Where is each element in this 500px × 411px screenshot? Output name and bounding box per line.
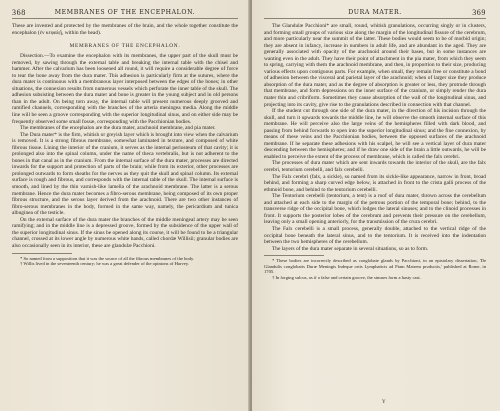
paragraph: On the external surface of the dura mater the branches of the middle meningeal artery may be seen ramifying; and in the middle line is a depressed groove, formed by the subsidence of the upper wall of the superior longitudinal sinus. If the sinus be opened along its course, it will be found to be a triangular channel, crossed at its lower angle by numerous white bands, called chordæ Willisii; granular bodies are also occasionally seen in its interior, these are glandulæ Pacchioni. — [12, 216, 238, 249]
right-page-header — [264, 6, 486, 19]
page-number: 368 — [12, 8, 26, 17]
footnote: * These bodies are incorrectly described as conglobate glands by Pacchioni, in an epistolary dissertation, 'De Glandulis conglobatis Duræ Meningis Indeque ortis Lymphaticis ad Piam Matrem productis,' published at Rome, in 1705. — [264, 258, 486, 275]
paragraph: The Glandulæ Pacchioni* are small, round, whitish granulations, occurring singly or in clusters, and forming small groups of various size along the margin of the longitudinal fissure of the cerebrum, and more particularly near the summit of the latter. These bodies would seem to be of morbid origin; they are absent in infancy, increase in numbers in adult life, and are abundant in the aged. They are generally associated with opacity of the arachnoid around their bases, but in some instances are wanting even in the adult. They have their point of attachment in the pia mater, from which they seem to spring, carrying with them the arachnoid membrane, and then, in proportion to their size, producing various effects upon contiguous parts. For example, when small, they remain free or constitute a bond of adhesion between the visceral and parietal layer of the arachnoid; when of larger size they produce absorption of the dura mater, and as the degree of absorption is greater or less, they protrude through that membrane, and form depressions on the inner surface of the cranium, or simply render the dura mater thin and cribriform. Sometimes they cause absorption of the wall of the longitudinal sinus, and projecting into its cavity, give rise to the granulations described in connection with that channel. — [264, 23, 486, 108]
footnote-rule — [264, 255, 324, 256]
footnote-rule — [12, 253, 72, 254]
running-head: MEMBRANES OF THE ENCEPHALON. — [54, 9, 196, 16]
footnote: † In forging sulcus, as if a false and certain groove, the sinuses form a hasty cast. — [272, 274, 421, 280]
page-number: 369 — [472, 8, 486, 17]
paragraph: The Tentorium cerebelli (tentorium, a tent) is a roof of dura mater, thrown across the cerebellum and attached at each side to the margin of the petrous portion of the temporal bone; behind, to the transverse ridge of the occipital bone, which lodges the lateral sinuses; and to the clinoid processes in front. It supports the posterior lobes of the cerebrum and prevents their pressure on the cerebellum, leaving only a small opening anteriorly, for the transmission of the crura cerebri. — [264, 193, 486, 226]
running-head: DURA MATER. — [348, 9, 402, 16]
left-page-header — [12, 6, 238, 19]
footnote: * So named from a supposition that it was the source of all the fibrous membranes of the body. — [20, 255, 195, 261]
footnote: † Willis lived in the seventeenth century; he was a great defender of the opinions of Harvey. — [20, 261, 189, 267]
paragraph: The processes of dura mater which are sent inwards towards the interior of the skull, are the falx cerebri, tentorium cerebelli, and falx cerebelli. — [264, 160, 486, 174]
paragraph: Dissection.—To examine the encephalon with its membranes, the upper part of the skull must be removed, by sawing through the external table and breaking the internal table with the chisel and hammer. After the calvarium has been loosened all round, it will require a considerable degree of force to tear the bone away from the dura mater. This adhesion is particularly firm at the sutures, where the dura mater is continuous with a membranous layer interposed between the edges of the bones; in other situations, the connexion results from numerous vessels which perforate the inner table of the skull. The adhesion subsisting between the dura mater and bone is greater in the young subject and in old persons than in the adult. On being torn away, the internal table will present numerous deeply grooved and ramified channels, corresponding with the branches of the arteria meningea media. Along the middle line will be seen a groove corresponding with the superior longitudinal sinus, and on either side may be frequently observed some small fossæ, corresponding with the Pacchionian bodies. — [12, 53, 238, 125]
right-page — [252, 0, 500, 411]
paragraph: The Falx cerebri (falx, a sickle), so named from its sickle-like appearance, narrow in front, broad behind, and forming a sharp curved edge below, is attached in front to the crista galli process of the ethmoid bone, and behind to the tentorium cerebelli. — [264, 173, 486, 193]
footnotes — [264, 258, 486, 280]
paragraph: The layers of the dura mater separate in several situations, so as to form. — [272, 245, 429, 252]
section-title: MEMBRANES OF THE ENCEPHALON. — [69, 43, 181, 50]
paragraph: The Dura mater* is the firm, whitish or greyish layer which is brought into view when the calvarium is removed. It is a strong fibrous membrane, somewhat laminated in texture, and composed of white fibrous tissue. Lining the interior of the cranium, it serves as the internal periosteum of that cavity; it is prolonged also into the spinal column, under the name of theca vertebralis, but is not adherent to the bones in that canal as in the cranium. From the internal surface of the dura mater, processes are directed inwards for the support and protection of parts of the brain; while from its exterior, other processes are prolonged outwards to form sheaths for the nerves as they quit the skull and spinal column. Its external surface is rough and fibrous, and corresponds with the internal table of the skull. The internal surface is smooth, and lined by the thin varnish-like lamella of the arachnoid membrane. The latter is a serous membrane. Hence the dura mater becomes a fibro-serous membrane, being composed of its own proper fibrous structure, and the serous layer derived from the arachnoid. There are two other instances of fibro-serous membranes in the body, formed in the same way, namely, the pericardium and tunica albuginea of the testicle. — [12, 131, 238, 217]
paragraph: The Falx cerebelli is a small process, generally double, attached to the vertical ridge of the occipital bone beneath the lateral sinus, and to the tentorium. It is received into the indentation between the two hemispheres of the cerebellum. — [264, 225, 486, 246]
intro-paragraph: These are invested and protected by the membranes of the brain, and the whole together constitute the encephalon (ἐν κεφαλῇ, within the head). — [12, 23, 238, 36]
signature-mark: Y — [382, 400, 386, 405]
footnotes — [12, 256, 238, 267]
left-page-body — [12, 23, 238, 267]
paragraph: If the student cut through one side of the dura mater, in the direction of his incision through the skull, and turn it upwards towards the middle line, he will observe the smooth internal surface of this membrane. He will perceive also the large veins of the hemispheres filled with dark blood, and passing from behind forwards to open into the superior longitudinal sinus; and the fine connexion, by means of these veins and the Pacchionian bodies, between the opposed surfaces of the arachnoid membrane. If he separate these adhesions with his scalpel, he will see a vertical layer of dura mater descending between the hemispheres; and if he draw one side of the brain a little outwards, he will be enabled to perceive the extent of the process of membrane, which is called the falx cerebri. — [264, 108, 486, 160]
paragraph: The membranes of the encephalon are the dura mater, arachnoid membrane, and pia mater. — [20, 125, 216, 132]
right-page-body — [264, 23, 486, 281]
